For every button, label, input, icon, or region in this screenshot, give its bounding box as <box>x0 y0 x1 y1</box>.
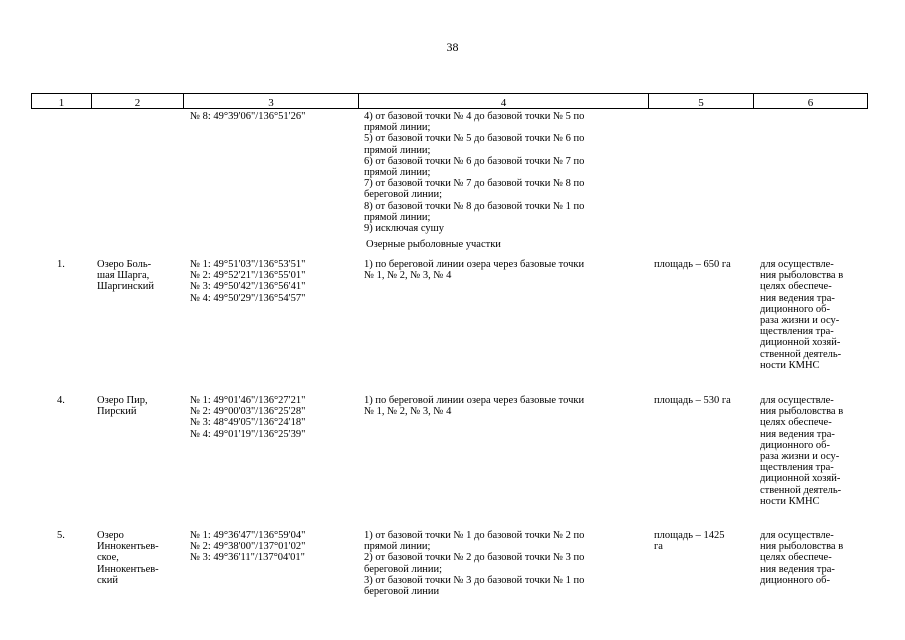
lake-name: Озеро Пир, Пирский <box>97 395 148 418</box>
boundary-description: 1) по береговой линии озера через базовые точки № 1, № 2, № 3, № 4 <box>364 395 585 418</box>
row-number: 1. <box>57 259 65 270</box>
table-header <box>31 93 868 109</box>
lake-name: Озеро Иннокентьев- ское, Иннокентьев- ский <box>97 530 159 586</box>
row-number: 5. <box>57 530 65 541</box>
coordinates: № 1: 49°01'46"/136°27'21" № 2: 49°00'03"/136°25'28" № 3: 48°49'05"/136°24'18" № 4: 49°01'19"/136°25'39" <box>190 395 306 440</box>
page-number: 38 <box>446 40 459 54</box>
header-col-2: 2 <box>92 94 184 108</box>
header-col-6: 6 <box>807 97 814 109</box>
cont-coords: № 8: 49°39'06"/136°51'26" <box>190 111 306 122</box>
header-col-5: 5 <box>649 94 754 108</box>
coordinates: № 1: 49°36'47"/136°59'04" № 2: 49°38'00"/137°01'02" № 3: 49°36'11"/137°04'01" <box>190 530 306 564</box>
area: площадь – 530 га <box>654 395 731 406</box>
header-col-1: 1 <box>32 94 92 108</box>
row-number: 4. <box>57 395 65 406</box>
purpose: для осуществле- ния рыболовства в целях обеспече- ния ведения тра- диционного об- раза жизни и осу- ществления тра- диционной хозяй- ственной деятель- ности КМНС <box>760 395 844 507</box>
boundary-description: 1) от базовой точки № 1 до базовой точки № 2 по прямой линии; 2) от базовой точки № 2 до базовой точки № 3 по береговой линии; 3) от базовой точки № 3 до базовой точки № 1 по береговой линии <box>364 530 585 598</box>
boundary-description: 1) по береговой линии озера через базовые точки № 1, № 2, № 3, № 4 <box>364 259 585 282</box>
header-col-4: 4 <box>359 94 649 108</box>
area: площадь – 1425 га <box>654 530 725 553</box>
lake-name: Озеро Боль- шая Шарга, Шаргинский <box>97 259 155 293</box>
section-title: Озерные рыболовные участки <box>366 239 501 250</box>
purpose: для осуществле- ния рыболовства в целях обеспече- ния ведения тра- диционного об- раза жизни и осу- ществления тра- диционной хозяй- ственной деятель- ности КМНС <box>760 259 844 371</box>
area: площадь – 650 га <box>654 259 731 270</box>
cont-boundary: 4) от базовой точки № 4 до базовой точки № 5 по прямой линии; 5) от базовой точки № 5 до базовой точки № 6 по прямой линии; 6) от базовой точки № 6 до базовой точки № 7 по прямой линии; 7) от базовой точки № 7 до базовой точки № 8 по береговой линии; 8) от базовой точки № 8 до базовой точки № 1 по прямой линии; 9) исключая сушу <box>364 111 585 235</box>
header-col-3: 3 <box>184 94 359 108</box>
coordinates: № 1: 49°51'03"/136°53'51" № 2: 49°52'21"/136°55'01" № 3: 49°50'42"/136°56'41" № 4: 49°50'29"/136°54'57" <box>190 259 306 304</box>
purpose: для осуществле- ния рыболовства в целях обеспече- ния ведения тра- диционного об- <box>760 530 844 586</box>
